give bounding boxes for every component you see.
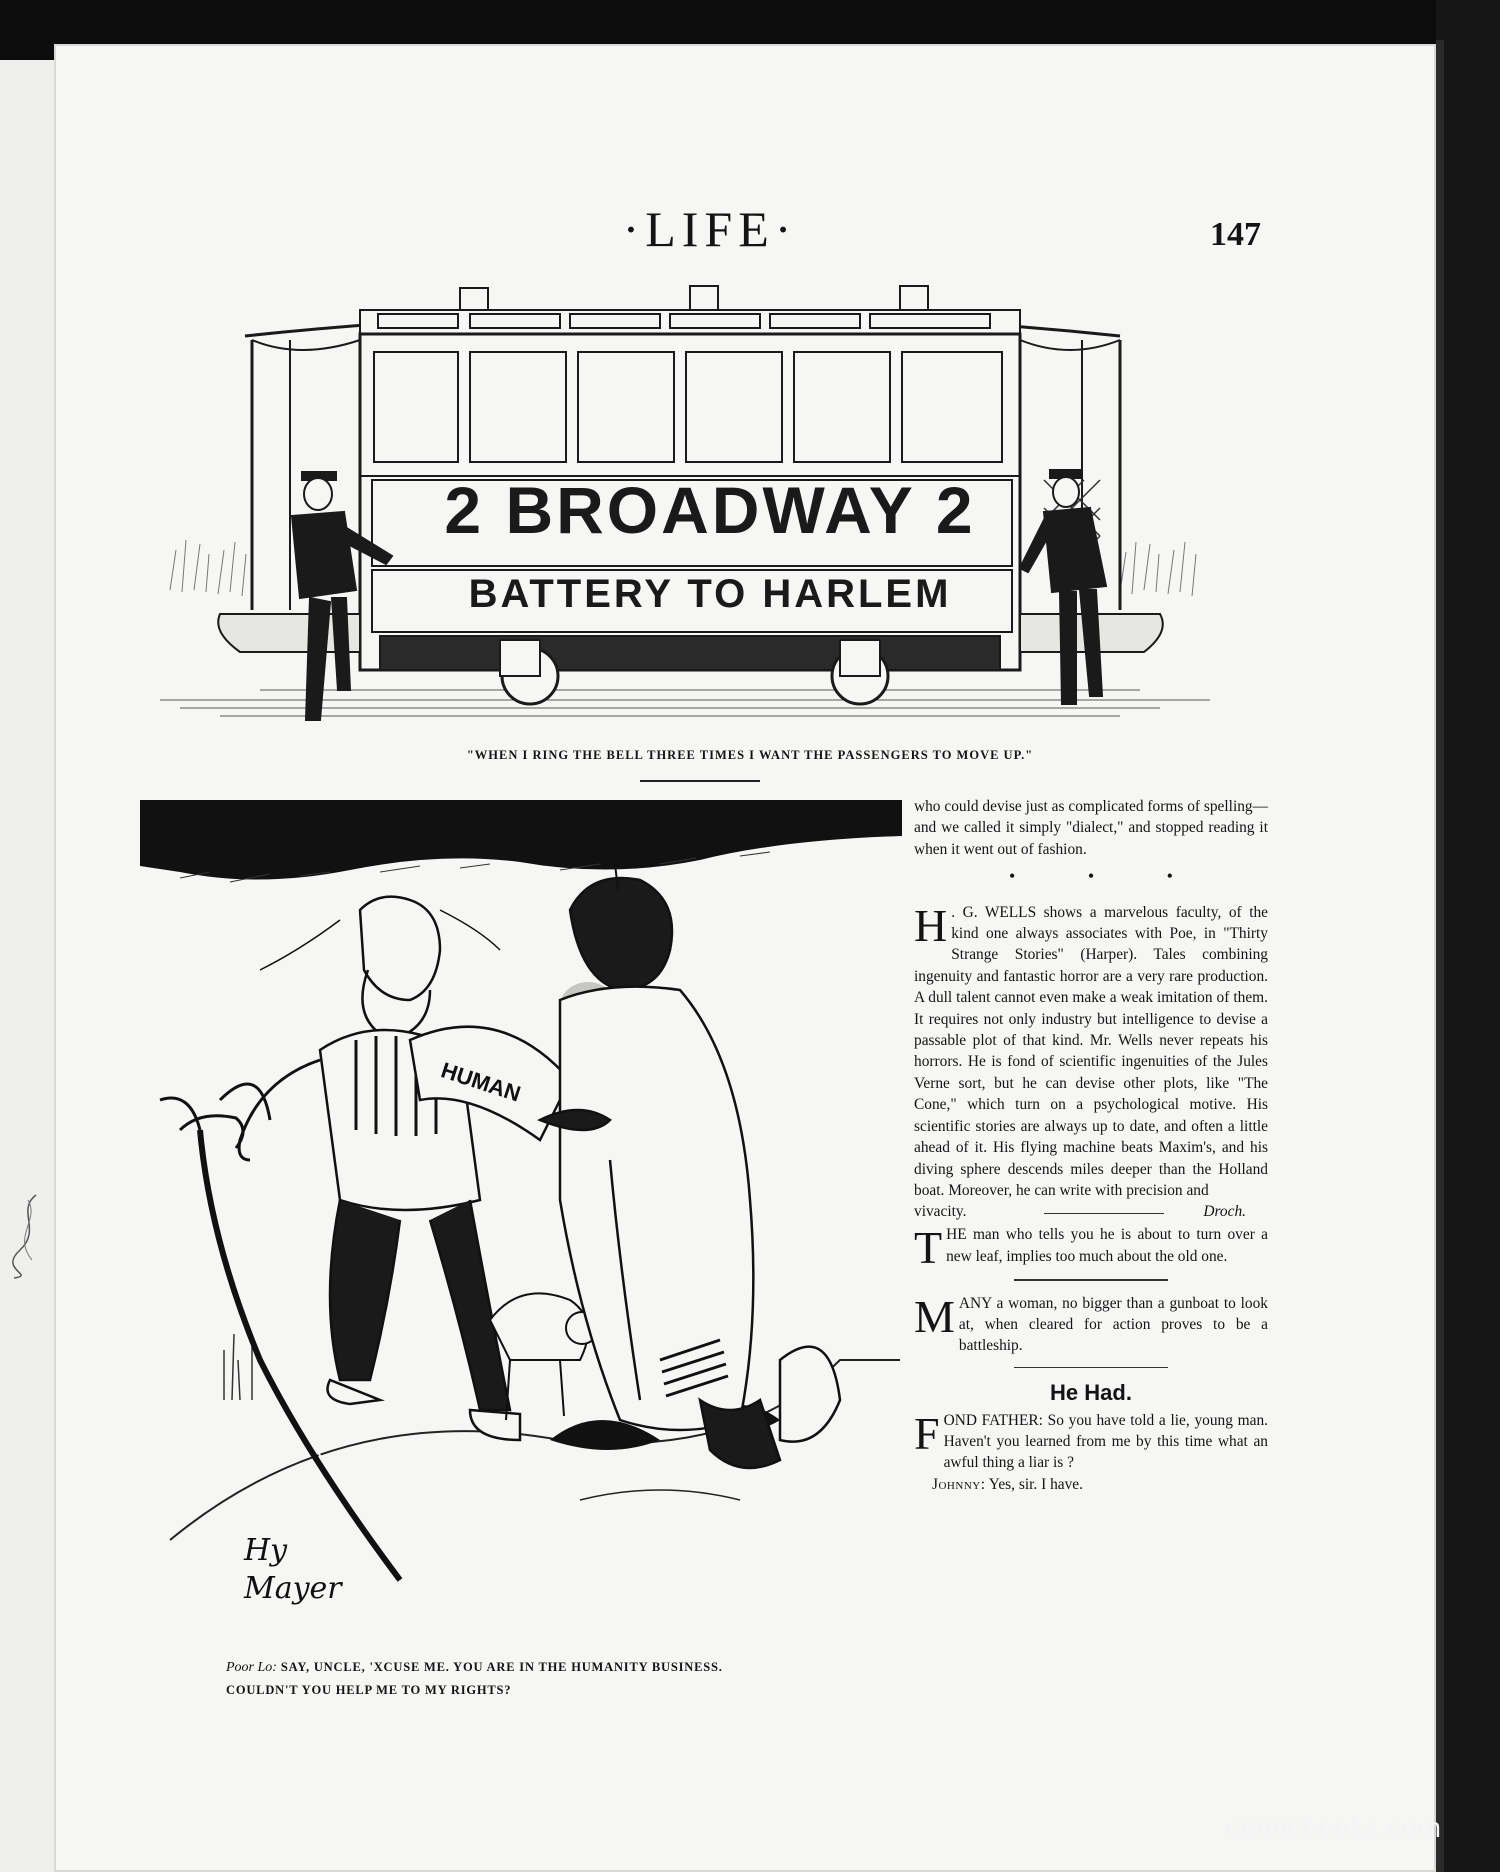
speaker-name: Johnny:	[932, 1475, 986, 1493]
wells-signoff: vivacity. Droch.	[914, 1201, 1268, 1222]
route-sign-main: 2 BROADWAY 2	[444, 473, 976, 547]
caption-line-1: SAY, UNCLE, 'XCUSE ME. YOU ARE IN THE HUMANITY BUSINESS.	[280, 1660, 723, 1674]
intro-paragraph: who could devise just as complicated forms of spelling—and we called it simply "dialect," and stopped reading it when it went out of fashion.	[914, 798, 1268, 858]
artist-signature: Hy Mayer	[244, 1533, 342, 1606]
caption-speaker: Poor Lo:	[226, 1660, 277, 1675]
section-dots: • • •	[1009, 866, 1207, 887]
previous-page-edge	[0, 60, 56, 1872]
binding-edge	[1436, 0, 1500, 1872]
divider-rule	[1044, 1213, 1164, 1215]
route-sign-sub: BATTERY TO HARLEM	[468, 572, 952, 616]
drop-cap: H	[914, 899, 948, 951]
margin-sketch	[6, 1190, 46, 1280]
shield-text: HUMAN	[438, 1057, 524, 1107]
cartoon-drawing	[140, 800, 910, 1620]
drop-cap: T	[914, 1222, 943, 1274]
tram-caption: "WHEN I RING THE BELL THREE TIMES I WANT THE PASSENGERS TO MOVE UP."	[466, 748, 1034, 762]
johnny-reply: Johnny: Yes, sir. I have.	[932, 1475, 1083, 1493]
section-heading: He Had.	[1050, 1380, 1132, 1406]
divider-rule	[1014, 1279, 1168, 1281]
drop-cap: M	[914, 1290, 955, 1342]
divider-rule	[1014, 1367, 1168, 1369]
divider-rule	[640, 780, 760, 782]
author-name: Droch.	[1203, 1203, 1246, 1221]
caption-line-2: COULDN'T YOU HELP ME TO MY RIGHTS?	[226, 1683, 512, 1697]
cartoon-caption	[226, 1656, 826, 1701]
woman-paragraph: M ANY a woman, no bigger than a gunboat to look at, when cleared for action proves to be a battleship.	[914, 1290, 1268, 1355]
cartoon-illustration	[140, 800, 910, 1620]
text-column	[914, 796, 1268, 1495]
page-title: ·LIFE·	[622, 201, 798, 257]
tram-illustration	[160, 280, 1210, 740]
wells-paragraph: H . G. WELLS shows a marvelous faculty, of the kind one always associates with Poe, in "Thirty Strange Stories" (Harper). Tales combining ingenuity and fantastic horror are a very rare production. A dull talent cannot even make a weak imitation of them. It requires not only industry but intelligence to devise a passable plot of that kind. Mr. Wells never repeats his horrors. He is fond of scientific ingenuities of the Jules Verne sort, but he can devise other plots, like "The Cone," which turn on a psychological motive. His scientific stories are always up to date, and often a little ahead of it. His flying machine beats Maxim's, and his diving sphere descends miles deeper than the Holland boat. Moreover, he can write with precision and	[914, 899, 1268, 1199]
father-paragraph: F OND FATHER: So you have told a lie, young man. Haven't you learned from me by this time what an awful thing a liar is ?	[914, 1407, 1268, 1472]
page-number: 147	[1210, 216, 1261, 253]
drop-cap: F	[914, 1407, 940, 1459]
leaf-paragraph: T HE man who tells you he is about to turn over a new leaf, implies too much about the old one.	[914, 1222, 1268, 1274]
watermark: comicbooks.com	[1226, 1812, 1442, 1843]
